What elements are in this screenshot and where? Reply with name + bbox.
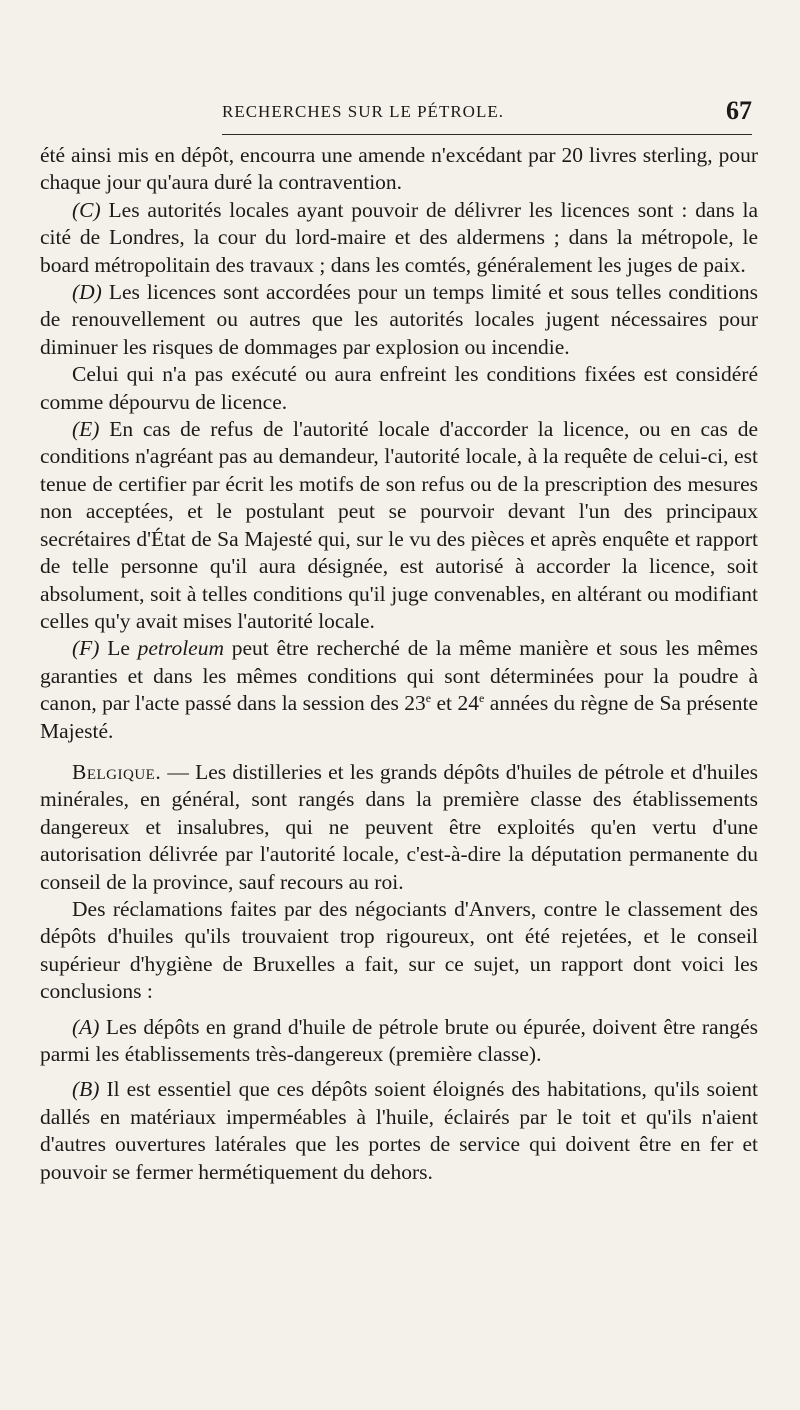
item-text-f-petroleum: petroleum bbox=[137, 636, 224, 661]
item-text-c: Les autorités locales ayant pouvoir de délivrer les licences sont : dans la cité de Londres, la cour du lord-maire et des aldermens ; dans la métropole, le board métropolitain des travaux ; dans les comtés, généralement les juges de paix. bbox=[40, 197, 758, 277]
item-text-f-d: années du règne de Sa présente Majesté. bbox=[40, 691, 758, 743]
running-title: RECHERCHES SUR LE PÉTROLE. bbox=[222, 102, 504, 121]
paragraph-reclamations: Des réclamations faites par des négociants d'Anvers, contre le classement des dépôts d'huiles qu'ils trouvaient trop rigoureux, ont été rejetées, et le conseil supérieur d'hygiène de Bruxelles a fait, sur ce sujet, un rapport dont voici les conclusions : bbox=[40, 896, 758, 1004]
page-number: 67 bbox=[726, 96, 752, 125]
item-text-e: En cas de refus de l'autorité locale d'accorder la licence, ou en cas de conditions n'agréant pas au demandeur, l'autorité locale, à la requête de celui-ci, est tenue de certifier par écrit les motifs de son refus ou de la prescription des mesures non acceptées, et le postulant peut se pourvoir devant l'un des principaux secrétaires d'État de Sa Majesté qui, sur le vu des pièces et après enquête et rapport de telle personne qu'il aura désignée, est autorisé à accorder la licence, soit absolument, soit à telles conditions qu'il juge convenables, en altérant ou modifiant celles qu'y avait mises l'autorité locale. bbox=[40, 417, 758, 633]
item-text-f-b: peut être recherché de la même manière et sous les mêmes garanties et dans les mêmes conditions qui sont déterminées pour la poudre à canon, par l'acte passé dans la session des 23 bbox=[40, 636, 758, 716]
paragraph-a bbox=[40, 1014, 758, 1069]
paragraph-d bbox=[40, 279, 758, 361]
item-label-a: (A) bbox=[72, 1014, 100, 1039]
body-text bbox=[40, 142, 758, 1186]
item-label-b: (B) bbox=[72, 1077, 100, 1102]
superscript-e-2: e bbox=[478, 690, 485, 705]
item-label-e: (E) bbox=[72, 417, 100, 442]
item-text-b: Il est essentiel que ces dépôts soient éloignés des habitations, qu'ils soient dallés en matériaux imperméables à l'huile, éclairés par le toit et qu'ils n'aient d'autres ouvertures latérales que les portes de service qui doivent être en fer et pouvoir se fermer hermétiquement du dehors. bbox=[40, 1077, 758, 1184]
paragraph-e bbox=[40, 416, 758, 635]
belgique-text: — Les distilleries et les grands dépôts d'huiles de pétrole et d'huiles minérales, en général, sont rangés dans la première classe des établissements dangereux et insalubres, qui ne peuvent être exploités qu'en vertu d'une autorisation délivrée par l'autorité locale, c'est-à-dire la députation permanente du conseil de la province, sauf recours au roi. bbox=[40, 759, 758, 894]
item-label-c: (C) bbox=[72, 197, 101, 222]
item-text-d: Les licences sont accordées pour un temps limité et sous telles conditions de renouvellement ou autres que les autorités locales jugent nécessaires pour diminuer les risques de dommages par explosion ou incendie. bbox=[40, 280, 758, 359]
paragraph-f bbox=[40, 635, 758, 745]
paragraph-licence: Celui qui n'a pas exécuté ou aura enfreint les conditions fixées est considéré comme dépourvu de licence. bbox=[40, 362, 758, 414]
item-label-d: (D) bbox=[72, 280, 102, 305]
item-text-f-a: Le bbox=[99, 636, 138, 661]
country-heading: Belgique. bbox=[72, 759, 162, 784]
paragraph-belgique bbox=[40, 759, 758, 896]
paragraph-1: été ainsi mis en dépôt, encourra une amende n'excédant par 20 livres sterling, pour chaque jour qu'aura duré la contravention. bbox=[40, 143, 758, 195]
item-text-a: Les dépôts en grand d'huile de pétrole brute ou épurée, doivent être rangés parmi les établissements très-dangereux (première classe). bbox=[40, 1014, 758, 1066]
paragraph-c bbox=[40, 197, 758, 279]
page-header bbox=[222, 96, 752, 135]
item-text-f-c: et 24 bbox=[431, 691, 479, 716]
superscript-e-1: e bbox=[425, 690, 432, 705]
item-label-f: (F) bbox=[72, 636, 100, 661]
paragraph-b bbox=[40, 1076, 758, 1186]
